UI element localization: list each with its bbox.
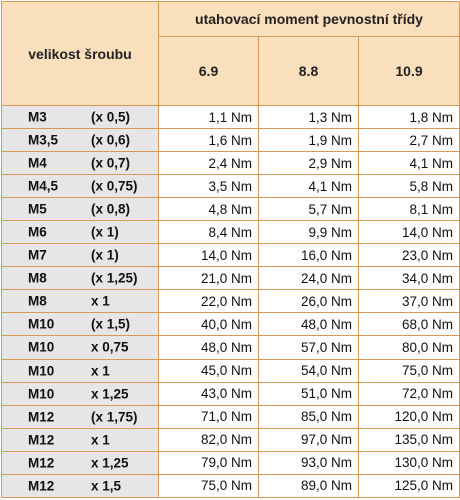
thread-pitch: x 1 [91,293,110,309]
bolt-size-cell [2,313,159,336]
thread-pitch: (x 0,8) [91,201,131,217]
bolt-size-cell [2,290,159,313]
thread-pitch: (x 0,75) [91,178,138,194]
thread-pitch: (x 0,5) [91,109,131,125]
torque-10-9: 23,0 Nm [359,244,460,267]
torque-6-9: 21,0 Nm [159,267,259,290]
bolt-size: M3,5 [28,132,59,148]
thread-pitch: x 1,25 [91,455,129,471]
bolt-size: M3 [28,109,47,125]
torque-6-9: 14,0 Nm [159,244,259,267]
table-row [2,336,460,359]
thread-pitch: x 1 [91,363,110,379]
torque-10-9: 125,0 Nm [359,474,460,497]
torque-8-8: 97,0 Nm [259,428,359,451]
torque-6-9: 1,6 Nm [159,129,259,152]
table-row [2,152,460,175]
bolt-size-cell [2,106,159,129]
torque-6-9: 3,5 Nm [159,175,259,198]
torque-8-8: 9,9 Nm [259,221,359,244]
torque-8-8: 1,9 Nm [259,129,359,152]
torque-6-9: 71,0 Nm [159,405,259,428]
bolt-size-cell [2,129,159,152]
torque-10-9: 37,0 Nm [359,290,460,313]
bolt-size-cell [2,451,159,474]
table-row [2,474,460,497]
table-row [2,451,460,474]
torque-8-8: 16,0 Nm [259,244,359,267]
table-row [2,382,460,405]
header-class-8-8: 8.8 [259,37,359,106]
torque-10-9: 34,0 Nm [359,267,460,290]
torque-8-8: 24,0 Nm [259,267,359,290]
table-row [2,267,460,290]
bolt-size: M10 [28,386,55,402]
table-row [2,175,460,198]
header-bolt-size: velikost šroubu [2,2,159,106]
table-row [2,405,460,428]
bolt-size-cell [2,428,159,451]
torque-6-9: 2,4 Nm [159,152,259,175]
torque-6-9: 22,0 Nm [159,290,259,313]
torque-6-9: 79,0 Nm [159,451,259,474]
table-row [2,198,460,221]
thread-pitch: x 1,25 [91,386,129,402]
bolt-size: M12 [28,432,55,448]
bolt-size-cell [2,175,159,198]
torque-8-8: 48,0 Nm [259,313,359,336]
torque-10-9: 135,0 Nm [359,428,460,451]
bolt-size-cell [2,474,159,497]
torque-8-8: 1,3 Nm [259,106,359,129]
table-row [2,313,460,336]
torque-6-9: 43,0 Nm [159,382,259,405]
torque-10-9: 130,0 Nm [359,451,460,474]
torque-10-9: 1,8 Nm [359,106,460,129]
bolt-size: M10 [28,316,55,332]
bolt-size-cell [2,405,159,428]
torque-10-9: 68,0 Nm [359,313,460,336]
bolt-size: M5 [28,201,47,217]
torque-10-9: 14,0 Nm [359,221,460,244]
table-row [2,221,460,244]
header-class-10-9: 10.9 [359,37,460,106]
bolt-size-cell [2,244,159,267]
bolt-size: M10 [28,339,55,355]
bolt-size: M12 [28,455,55,471]
thread-pitch: x 0,75 [91,339,129,355]
bolt-size: M4 [28,155,47,171]
bolt-size-cell [2,336,159,359]
table-body [2,106,460,498]
thread-pitch: (x 1,25) [91,270,138,286]
thread-pitch: (x 1) [91,224,119,240]
thread-pitch: (x 1) [91,247,119,263]
torque-8-8: 54,0 Nm [259,359,359,382]
bolt-size: M12 [28,409,55,425]
bolt-size-cell [2,359,159,382]
torque-10-9: 72,0 Nm [359,382,460,405]
torque-8-8: 5,7 Nm [259,198,359,221]
table-row [2,428,460,451]
torque-8-8: 26,0 Nm [259,290,359,313]
thread-pitch: (x 1,5) [91,316,131,332]
bolt-size-cell [2,198,159,221]
table-row [2,359,460,382]
table-row [2,244,460,267]
torque-10-9: 2,7 Nm [359,129,460,152]
header-tightening-torque: utahovací moment pevnostní třídy [159,2,460,37]
bolt-size: M12 [28,478,55,494]
table-row [2,290,460,313]
torque-10-9: 5,8 Nm [359,175,460,198]
torque-8-8: 85,0 Nm [259,405,359,428]
bolt-size-cell [2,267,159,290]
torque-table-container [1,1,459,499]
torque-10-9: 75,0 Nm [359,359,460,382]
torque-8-8: 57,0 Nm [259,336,359,359]
bolt-size: M10 [28,363,55,379]
torque-8-8: 89,0 Nm [259,474,359,497]
bolt-size-cell [2,221,159,244]
thread-pitch: (x 1,75) [91,409,138,425]
bolt-size: M4,5 [28,178,59,194]
torque-10-9: 8,1 Nm [359,198,460,221]
torque-10-9: 120,0 Nm [359,405,460,428]
thread-pitch: x 1 [91,432,110,448]
bolt-size-cell [2,152,159,175]
bolt-size: M8 [28,270,47,286]
thread-pitch: (x 0,7) [91,155,131,171]
torque-6-9: 45,0 Nm [159,359,259,382]
torque-6-9: 4,8 Nm [159,198,259,221]
header-class-6-9: 6.9 [159,37,259,106]
torque-table [1,1,460,498]
torque-6-9: 48,0 Nm [159,336,259,359]
table-row [2,106,460,129]
torque-8-8: 2,9 Nm [259,152,359,175]
torque-8-8: 4,1 Nm [259,175,359,198]
bolt-size-cell [2,382,159,405]
bolt-size: M8 [28,293,47,309]
torque-6-9: 82,0 Nm [159,428,259,451]
torque-10-9: 4,1 Nm [359,152,460,175]
torque-6-9: 8,4 Nm [159,221,259,244]
table-row [2,129,460,152]
thread-pitch: (x 0,6) [91,132,131,148]
bolt-size: M6 [28,224,47,240]
torque-10-9: 80,0 Nm [359,336,460,359]
torque-8-8: 93,0 Nm [259,451,359,474]
torque-8-8: 51,0 Nm [259,382,359,405]
thread-pitch: x 1,5 [91,478,122,494]
bolt-size: M7 [28,247,47,263]
torque-6-9: 40,0 Nm [159,313,259,336]
torque-6-9: 1,1 Nm [159,106,259,129]
torque-6-9: 75,0 Nm [159,474,259,497]
